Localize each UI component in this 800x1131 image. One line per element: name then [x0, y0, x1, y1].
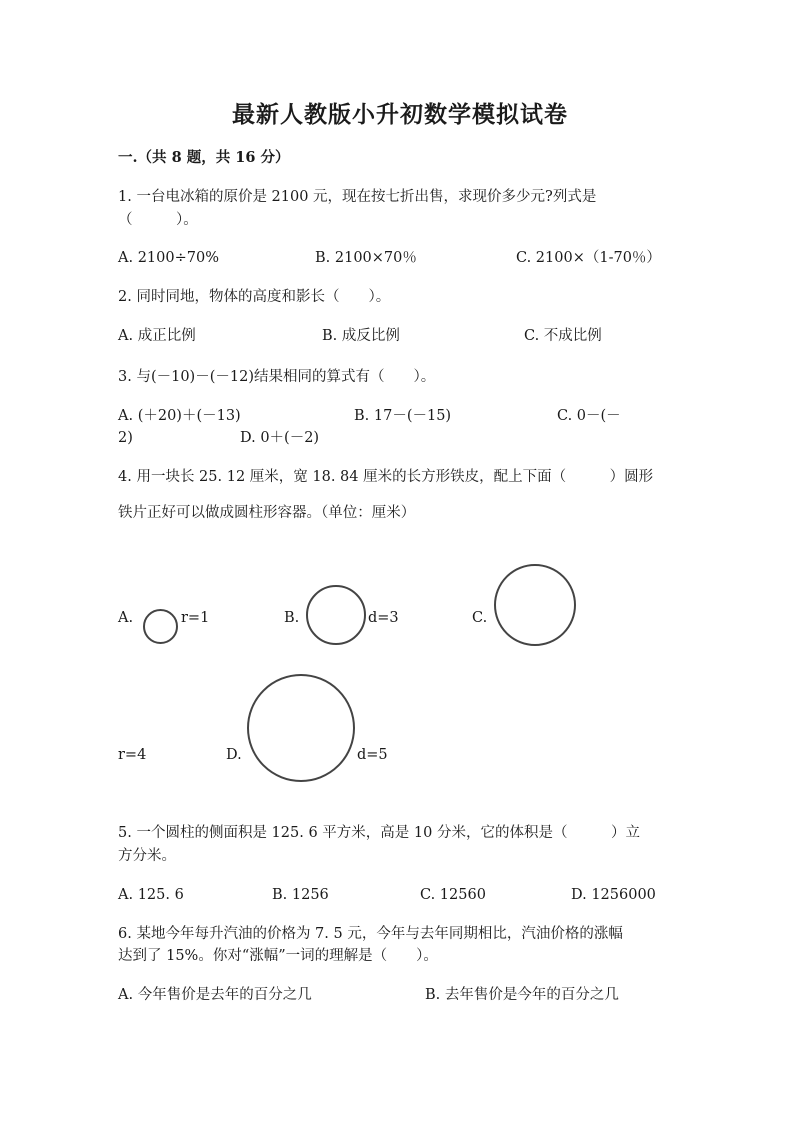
option-a: A. 125. 6: [118, 887, 184, 903]
option-a-label: A.: [118, 610, 134, 626]
option-c: C. 0－(－: [557, 408, 621, 424]
question-stem: 6. 某地今年每升汽油的价格为 7. 5 元，今年与去年同期相比，汽油价格的涨幅: [118, 926, 623, 942]
option-d-measure: d=5: [357, 747, 388, 763]
option-c: C. 不成比例: [524, 328, 602, 344]
option-c: C. 12560: [420, 887, 486, 903]
option-a: A. (＋20)＋(－13): [118, 408, 241, 424]
option-b: B. 1256: [272, 887, 329, 903]
option-b: B. 成反比例: [322, 328, 400, 344]
option-d: D. 0＋(－2): [240, 430, 320, 446]
option-d-label: D.: [226, 747, 242, 763]
option-b-measure: d=3: [368, 610, 399, 626]
option-a-measure: r=1: [181, 610, 210, 626]
page-title: 最新人教版小升初数学模拟试卷: [232, 101, 568, 128]
question-stem: 达到了 15%。你对“涨幅”一词的理解是（ ）。: [118, 948, 438, 964]
option-a: A. 成正比例: [118, 328, 196, 344]
question-stem: 3. 与(－10)－(－12)结果相同的算式有（ ）。: [118, 369, 436, 385]
option-b: B. 去年售价是今年的百分之几: [425, 987, 619, 1003]
option-b-label: B.: [284, 610, 300, 626]
circle-c-shape: [494, 564, 576, 646]
circle-d-shape: [247, 674, 355, 782]
option-c-continued: 2): [118, 430, 133, 446]
question-stem: 4. 用一块长 25. 12 厘米，宽 18. 84 厘米的长方形铁皮，配上下面（ ）圆形: [118, 469, 654, 485]
option-b: B. 17－(－15): [354, 408, 452, 424]
option-d: D. 1256000: [571, 887, 656, 903]
question-stem: 方分米。: [118, 848, 176, 864]
option-c: C. 2100×（1-70％）: [516, 250, 661, 266]
circle-b-shape: [306, 585, 366, 645]
option-a: A. 2100÷70%: [118, 250, 219, 266]
question-stem: 1. 一台电冰箱的原价是 2100 元，现在按七折出售，求现价多少元?列式是: [118, 189, 597, 205]
option-a: A. 今年售价是去年的百分之几: [118, 987, 312, 1003]
question-stem: （ ）。: [118, 212, 198, 228]
section-heading: 一.（共 8 题，共 16 分）: [118, 149, 290, 166]
option-c-label: C.: [472, 610, 488, 626]
option-c-measure: r=4: [118, 747, 147, 763]
question-stem: 铁片正好可以做成圆柱形容器。（单位：厘米）: [118, 505, 416, 521]
option-b: B. 2100×70％: [315, 250, 417, 266]
question-stem: 2. 同时同地，物体的高度和影长（ ）。: [118, 289, 391, 305]
question-stem: 5. 一个圆柱的侧面积是 125. 6 平方米，高是 10 分米，它的体积是（ ）立: [118, 825, 640, 841]
circle-a-shape: [143, 609, 178, 644]
